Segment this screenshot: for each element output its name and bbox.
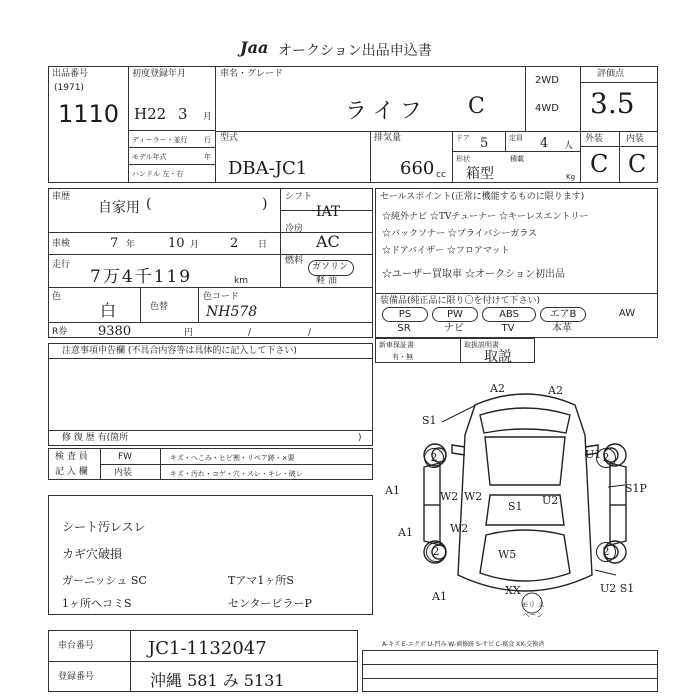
ac-label: 冷房 (285, 224, 304, 234)
load-label: 積載 (510, 155, 524, 163)
diag-mark-7: S1P (625, 482, 647, 495)
sales-line-1: ☆バックソナー ☆プライバシーガラス (382, 229, 537, 239)
exterior-grade: C (590, 150, 609, 178)
equipment-label: 装備品(純正品に限り〇を付けて下さい) (380, 296, 541, 306)
diag-mark-2: S1 (422, 414, 437, 427)
load-unit: Kg (566, 173, 576, 181)
equip-navi: ナビ (444, 323, 464, 334)
diag-circle-fl: 2 (424, 448, 444, 468)
remark-4: Tアマ1ヶ所S (228, 574, 294, 587)
inspector-naiso: 内装 (114, 468, 133, 478)
diag-mark-0: A2 (490, 382, 505, 395)
new-car-options: 有・無 (392, 353, 413, 361)
sales-line-2: ☆ドアバイザー ☆フロアマット (382, 246, 510, 256)
recycle-value: 9380 (98, 324, 132, 339)
registration-month-unit: 月 (203, 112, 213, 122)
color-code-label: 色コード (203, 292, 240, 302)
inspection-month-unit: 月 (190, 240, 200, 250)
diagram-stamp: モリ スペーン (521, 601, 545, 619)
dealer-row-0: ディーラー・並行 (132, 136, 188, 144)
ac-value: AC (316, 232, 340, 251)
form-title: オークション出品申込書 (278, 43, 432, 59)
equip-sr: SR (397, 323, 411, 334)
door-label: ドア (456, 134, 470, 142)
equip-pw: PW (432, 307, 478, 322)
sales-line-3: ☆ユーザー買取車 ☆オークション初出品 (382, 269, 565, 280)
type-label: 型式 (220, 133, 239, 143)
inspector-fw: FW (118, 452, 133, 462)
usage-paren-close: ) (262, 196, 268, 212)
diag-mark-9: W2 (440, 490, 459, 503)
remark-2: ガーニッシュ SC (62, 574, 147, 587)
legend-frame (362, 650, 658, 692)
inspector-naiso-marks: キズ・汚れ・コゲ・穴・スレ・キレ・破レ (170, 470, 303, 478)
displacement-value: 660 (400, 158, 435, 179)
inspection-month: 10 (168, 236, 185, 251)
sales-label: セールスポイント(正常に機能するものに限ります) (380, 192, 585, 202)
inspector-fw-marks: キズ・へこみ・ヒビ割・リペア跡・×要 (170, 454, 295, 462)
inspection-day-unit: 日 (258, 240, 268, 250)
dealer-row-1: モデル年式 (132, 153, 167, 161)
remark-5: センターピラーP (228, 597, 312, 610)
color-value: 白 (100, 301, 117, 320)
diag-mark-14: A1 (432, 590, 447, 603)
capacity-value: 4 (540, 136, 549, 151)
equip-tv: TV (501, 323, 515, 334)
recycle-label: R券 (52, 327, 68, 337)
equip-airbag: エアB (540, 307, 586, 322)
inspection-year: 7 (110, 236, 119, 251)
new-car-label: 新車保証書 (379, 341, 414, 349)
equip-leather: 本革 (552, 323, 572, 334)
capacity-label: 定員 (509, 134, 523, 142)
interior-grade: C (628, 150, 647, 178)
shift-value: IAT (316, 204, 341, 220)
fuel-value: ガソリン (312, 262, 349, 272)
remark-3: 1ヶ所ヘコミS (62, 597, 132, 610)
lot-small: (1971) (54, 83, 84, 93)
registration-month: 3 (178, 105, 188, 123)
sales-line-0: ☆純外ナビ ☆TVチューナー ☆キーレスエントリー (382, 212, 589, 222)
repair-close: ) (358, 433, 362, 443)
capacity-unit: 人 (564, 141, 574, 151)
diag-mark-1: A2 (548, 384, 563, 397)
color-code: NH578 (206, 304, 258, 320)
inspector-label2: 記 入 欄 (55, 467, 88, 477)
recycle-slash2: / (308, 328, 312, 338)
score-label: 評価点 (597, 69, 625, 79)
displacement-label: 排気量 (374, 133, 402, 143)
inspection-day: 2 (230, 236, 239, 251)
diag-mark-15: U2 S1 (600, 582, 635, 595)
diag-mark-3: U1 (585, 448, 602, 461)
diag-mark-5: S1 (508, 500, 523, 513)
diag-mark-11: W2 (450, 522, 469, 535)
mileage-value: 7万4千119 (90, 267, 193, 287)
shift-label: シフト (285, 192, 313, 202)
registration-era: H22 (134, 105, 167, 123)
recycle-slash1: / (248, 328, 252, 338)
dealer-unit-1: 年 (204, 153, 211, 161)
equip-abs: ABS (482, 307, 536, 322)
door-value: 5 (480, 136, 489, 151)
diag-circle-fr: 2 (596, 448, 616, 468)
remark-0: シート汚レスレ (62, 520, 146, 534)
usage-label: 車歴 (52, 192, 71, 202)
diag-mark-12: W5 (498, 548, 517, 561)
diag-mark-4: W2 (464, 490, 483, 503)
equip-aw: AW (618, 308, 636, 319)
diagram-legend: A-キズ E-エクボ U-凹み W-補修跡 S-サビ C-腐食 XX-交換済 (382, 641, 545, 648)
color-change-label: 色替 (150, 302, 169, 312)
displacement-unit: cc (436, 170, 446, 180)
drive-4wd: 4WD (535, 103, 559, 114)
inspection-label: 車検 (52, 239, 71, 249)
vehicle-grade: C (468, 94, 485, 119)
score-value: 3.5 (590, 87, 635, 120)
plate-value: 沖縄 581 み 5131 (150, 671, 285, 690)
drive-2wd: 2WD (535, 75, 559, 86)
plate-label: 登録番号 (58, 672, 95, 682)
diag-mark-6: U2 (542, 494, 559, 507)
lot-number: 1110 (58, 100, 120, 128)
mileage-unit: km (234, 276, 248, 286)
exterior-label: 外装 (585, 134, 604, 144)
dealer-unit-0: 行 (204, 136, 211, 144)
body-label: 形状 (456, 155, 470, 163)
remark-1: カギ穴破損 (62, 547, 123, 561)
diag-circle-rl: 2 (426, 542, 446, 562)
mileage-label: 走行 (52, 260, 71, 270)
registration-label: 初度登録年月 (132, 69, 187, 79)
diag-mark-13: XX (505, 584, 521, 597)
notes-label: 注意事項申告欄 (不具合内容等は具体的に記入して下さい) (62, 346, 297, 356)
vehicle-label: 車名・グレード (220, 69, 284, 79)
manual-value: 取説 (484, 349, 512, 365)
inspector-label1: 検 査 員 (55, 452, 88, 462)
recycle-unit: 円 (184, 328, 194, 338)
chassis-value: JC1-1132047 (148, 638, 267, 659)
vehicle-name: ライフ (345, 99, 428, 124)
equip-ps: PS (382, 307, 428, 322)
usage-paren-open: ( (146, 196, 152, 212)
diag-mark-10: A1 (398, 526, 413, 539)
inspection-year-unit: 年 (126, 240, 136, 250)
fuel-label: 燃料 (285, 256, 304, 266)
body-value: 箱型 (466, 166, 494, 182)
repair-label: 修 復 歴 有(箇所 (62, 433, 129, 443)
diag-circle-rr: 2 (596, 542, 616, 562)
fuel-alt: 軽 油 (316, 276, 337, 286)
interior-label: 内装 (626, 134, 645, 144)
auction-logo: Jaa (240, 38, 269, 57)
manual-label: 取扱説明書 (464, 341, 499, 349)
type-value: DBA-JC1 (228, 158, 308, 179)
lot-label: 出品番号 (52, 69, 89, 79)
usage-value: 自家用 (98, 200, 140, 216)
dealer-row-2: ハンドル 左・右 (132, 170, 184, 178)
color-label: 色 (52, 292, 62, 302)
diag-mark-8: A1 (385, 484, 400, 497)
chassis-label: 車台番号 (58, 641, 95, 651)
